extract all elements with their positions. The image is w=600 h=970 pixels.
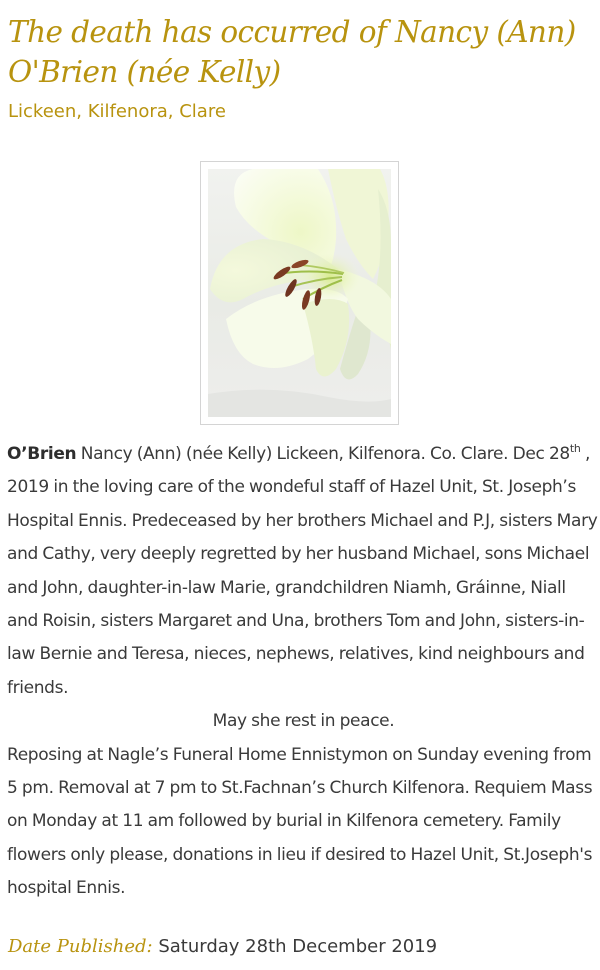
obituary-body: [7, 438, 600, 906]
lily-flower-image: [208, 169, 391, 417]
date-published: [8, 934, 437, 960]
date-ordinal: th: [569, 442, 581, 455]
obituary-details: , 2019 in the loving care of the wondeful staff of Hazel Unit, St. Joseph’s Hospital Ennis. Predeceased by her brothers Michael and P.J, sisters Mary and Cathy, very deeply regretted by her husband Michael, sons Michael and John, daughter-in-law Marie, grandchildren Niamh, Gráinne, Niall and Roisin, sisters Margaret and Una, brothers Tom and John, sisters-in-law Bernie and Teresa, nieces, nephews, relatives, kind neighbours and friends.: [7, 444, 598, 698]
notice-title: The death has occurred of Nancy (Ann) O'Brien (née Kelly): [8, 15, 576, 89]
rest-in-peace-line: May she rest in peace.: [212, 711, 395, 732]
date-published-label: Date Published:: [8, 936, 153, 957]
funeral-arrangements: Reposing at Nagle’s Funeral Home Ennistymon on Sunday evening from 5 pm. Removal at 7 pm to St.Fachnan’s Church Kilfenora. Requiem Mass on Monday at 11 am followed by burial in Kilfenora cemetery. Family flowers only please, donations in lieu if desired to Hazel Unit, St.Joseph's hospital Ennis.: [7, 744, 593, 899]
deceased-surname: O’Brien: [7, 444, 77, 464]
memorial-photo: [200, 161, 399, 425]
obituary-intro: Nancy (Ann) (née Kelly) Lickeen, Kilfenora. Co. Clare. Dec 28: [76, 444, 570, 464]
date-published-value: Saturday 28th December 2019: [158, 936, 438, 957]
obituary-paragraph: [7, 438, 600, 705]
notice-location: Lickeen, Kilfenora, Clare: [8, 101, 226, 122]
